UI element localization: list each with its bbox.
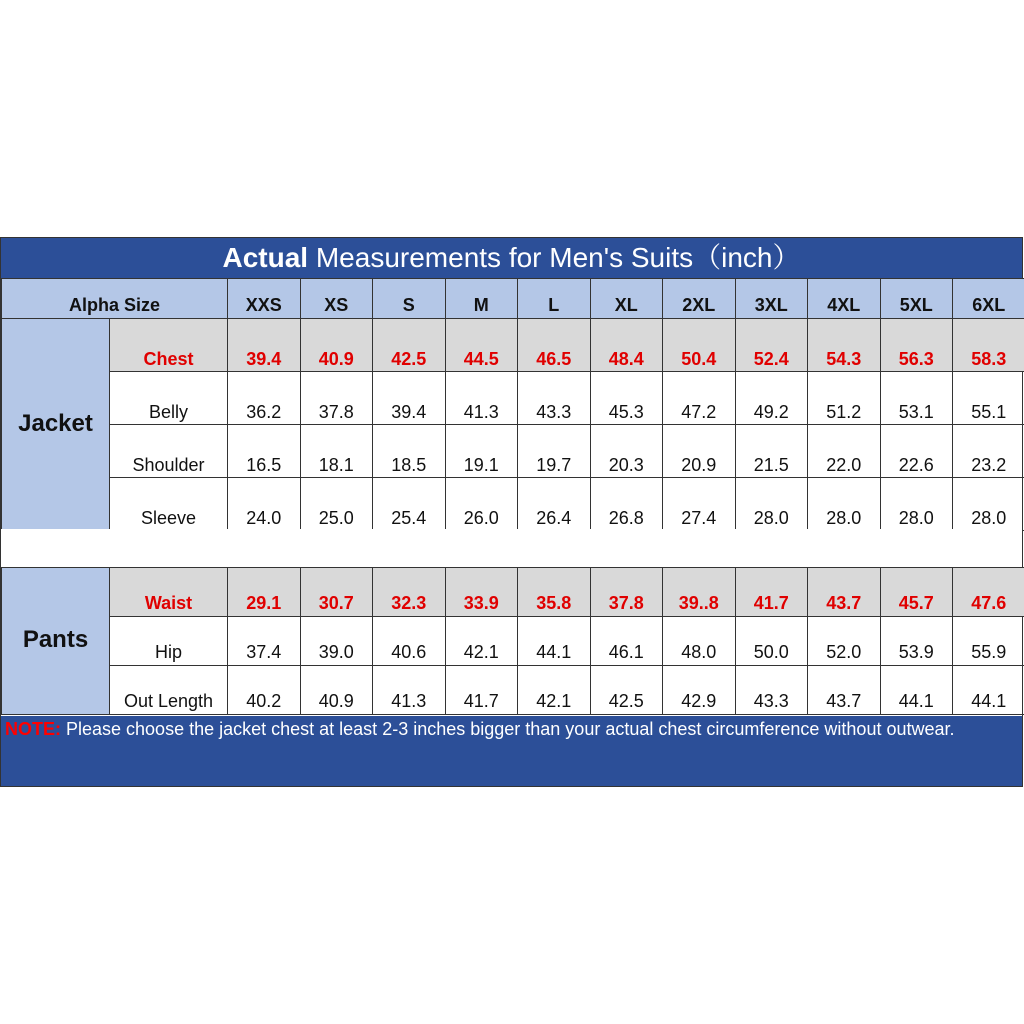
chart-title-rest: Measurements for Men's Suits（inch）: [308, 242, 801, 273]
measurement-cell: 44.1: [518, 617, 591, 666]
measurement-cell: 18.1: [300, 425, 373, 478]
measurement-cell: 22.6: [880, 425, 953, 478]
measurement-cell: 24.0: [228, 478, 301, 531]
measurement-cell: 26.0: [445, 478, 518, 531]
measurement-cell: 25.4: [373, 478, 446, 531]
measurement-cell: 41.7: [735, 568, 808, 617]
measurement-cell: 18.5: [373, 425, 446, 478]
measurement-cell: 20.9: [663, 425, 736, 478]
pants-row-hip: [2, 617, 1024, 666]
measurement-cell: 42.1: [518, 666, 591, 715]
measurement-cell: 37.8: [590, 568, 663, 617]
measurement-cell: 42.5: [590, 666, 663, 715]
measurement-label: Waist: [110, 568, 228, 617]
jacket-row-chest: [2, 319, 1024, 372]
measurement-cell: 36.2: [228, 372, 301, 425]
note-bar: [1, 716, 1022, 786]
pants-section-label: Pants: [2, 568, 110, 715]
size-header-table: [1, 278, 1024, 319]
measurement-cell: 43.7: [808, 568, 881, 617]
measurement-cell: 28.0: [880, 478, 953, 531]
measurement-cell: 49.2: [735, 372, 808, 425]
measurement-cell: 28.0: [953, 478, 1024, 531]
measurement-cell: 55.1: [953, 372, 1024, 425]
size-header-cell: 5XL: [880, 279, 953, 319]
measurement-cell: 23.2: [953, 425, 1024, 478]
jacket-row-sleeve: [2, 478, 1024, 531]
measurement-cell: 52.4: [735, 319, 808, 372]
measurement-cell: 43.3: [735, 666, 808, 715]
measurement-cell: 45.3: [590, 372, 663, 425]
measurement-cell: 42.1: [445, 617, 518, 666]
size-header-cell: L: [518, 279, 591, 319]
measurement-cell: 43.3: [518, 372, 591, 425]
measurement-cell: 39.4: [373, 372, 446, 425]
measurement-cell: 50.0: [735, 617, 808, 666]
measurement-cell: 39..8: [663, 568, 736, 617]
jacket-section-label: Jacket: [2, 319, 110, 531]
size-header-cell: 3XL: [735, 279, 808, 319]
measurement-cell: 40.9: [300, 666, 373, 715]
measurement-cell: 48.0: [663, 617, 736, 666]
measurement-cell: 30.7: [300, 568, 373, 617]
measurement-cell: 56.3: [880, 319, 953, 372]
measurement-cell: 33.9: [445, 568, 518, 617]
measurement-cell: 58.3: [953, 319, 1024, 372]
measurement-cell: 16.5: [228, 425, 301, 478]
size-header-cell: 2XL: [663, 279, 736, 319]
measurement-cell: 40.6: [373, 617, 446, 666]
measurement-cell: 25.0: [300, 478, 373, 531]
measurement-cell: 44.1: [880, 666, 953, 715]
section-divider: [1, 529, 1022, 567]
size-header-cell: XS: [300, 279, 373, 319]
measurement-cell: 42.5: [373, 319, 446, 372]
jacket-row-shoulder: [2, 425, 1024, 478]
note-label: NOTE:: [5, 719, 61, 739]
measurement-cell: 39.0: [300, 617, 373, 666]
measurement-cell: 47.6: [953, 568, 1024, 617]
measurement-cell: 47.2: [663, 372, 736, 425]
measurement-cell: 45.7: [880, 568, 953, 617]
measurement-cell: 20.3: [590, 425, 663, 478]
measurement-cell: 44.1: [953, 666, 1024, 715]
measurement-cell: 41.3: [373, 666, 446, 715]
size-header-cell: M: [445, 279, 518, 319]
measurement-cell: 48.4: [590, 319, 663, 372]
chart-title-bold: Actual: [222, 242, 309, 273]
measurement-cell: 19.1: [445, 425, 518, 478]
measurement-cell: 27.4: [663, 478, 736, 531]
measurement-cell: 21.5: [735, 425, 808, 478]
chart-title: [1, 238, 1022, 278]
measurement-label: Shoulder: [110, 425, 228, 478]
size-chart: [0, 237, 1023, 787]
measurement-cell: 22.0: [808, 425, 881, 478]
measurement-cell: 29.1: [228, 568, 301, 617]
measurement-cell: 43.7: [808, 666, 881, 715]
measurement-cell: 39.4: [228, 319, 301, 372]
jacket-table: [1, 318, 1024, 531]
size-header-cell: XL: [590, 279, 663, 319]
measurement-cell: 40.9: [300, 319, 373, 372]
measurement-cell: 37.4: [228, 617, 301, 666]
measurement-cell: 35.8: [518, 568, 591, 617]
size-header-row: [2, 279, 1024, 319]
measurement-label: Chest: [110, 319, 228, 372]
measurement-cell: 41.7: [445, 666, 518, 715]
measurement-label: Sleeve: [110, 478, 228, 531]
pants-row-out-length: [2, 666, 1024, 715]
measurement-cell: 52.0: [808, 617, 881, 666]
measurement-cell: 44.5: [445, 319, 518, 372]
alpha-size-label: Alpha Size: [2, 279, 228, 319]
measurement-cell: 53.9: [880, 617, 953, 666]
measurement-cell: 28.0: [735, 478, 808, 531]
jacket-row-belly: [2, 372, 1024, 425]
measurement-cell: 41.3: [445, 372, 518, 425]
measurement-cell: 51.2: [808, 372, 881, 425]
measurement-cell: 55.9: [953, 617, 1024, 666]
size-header-cell: S: [373, 279, 446, 319]
measurement-cell: 46.5: [518, 319, 591, 372]
measurement-label: Out Length: [110, 666, 228, 715]
pants-table: [1, 567, 1024, 715]
size-header-cell: XXS: [228, 279, 301, 319]
measurement-label: Belly: [110, 372, 228, 425]
note-text: Please choose the jacket chest at least 2-3 inches bigger than your actual chest circumference without outwear.: [61, 719, 955, 739]
pants-row-waist: [2, 568, 1024, 617]
measurement-cell: 42.9: [663, 666, 736, 715]
measurement-cell: 40.2: [228, 666, 301, 715]
measurement-cell: 26.8: [590, 478, 663, 531]
measurement-label: Hip: [110, 617, 228, 666]
measurement-cell: 19.7: [518, 425, 591, 478]
measurement-cell: 37.8: [300, 372, 373, 425]
measurement-cell: 50.4: [663, 319, 736, 372]
measurement-cell: 26.4: [518, 478, 591, 531]
measurement-cell: 53.1: [880, 372, 953, 425]
measurement-cell: 28.0: [808, 478, 881, 531]
size-header-cell: 4XL: [808, 279, 881, 319]
measurement-cell: 32.3: [373, 568, 446, 617]
size-header-cell: 6XL: [953, 279, 1024, 319]
measurement-cell: 54.3: [808, 319, 881, 372]
measurement-cell: 46.1: [590, 617, 663, 666]
